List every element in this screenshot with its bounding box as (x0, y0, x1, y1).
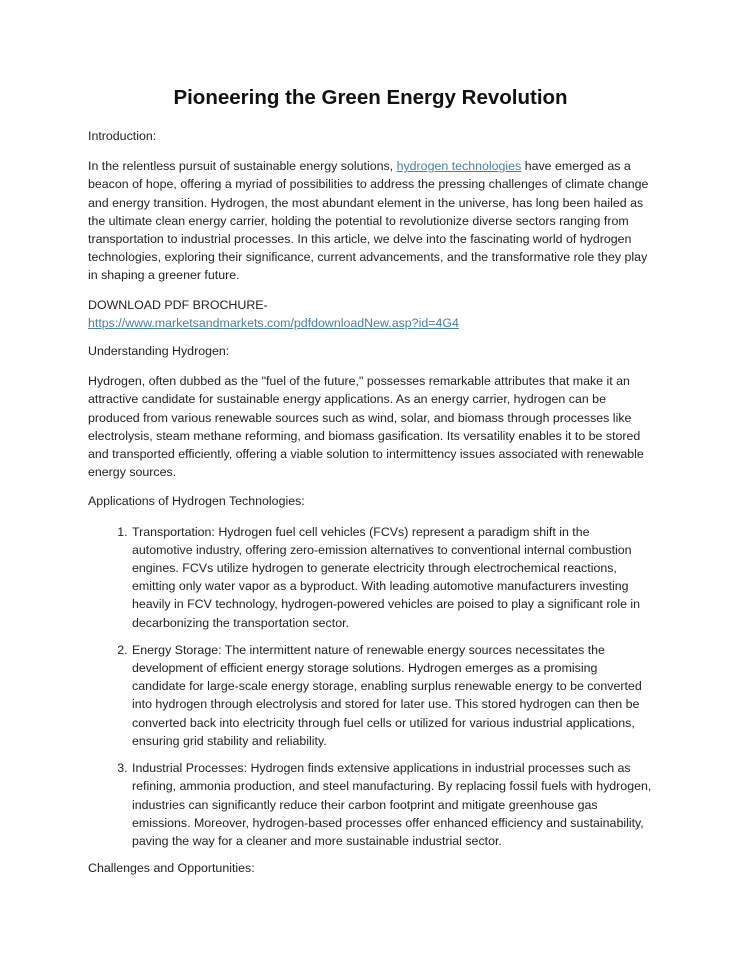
list-item: 3. Industrial Processes: Hydrogen finds extensive applications in industrial processes such as refining, ammonia production, and steel manufacturing. By replacing fossil fuels with hydrogen, industries can significantly reduce their carbon footprint and mitigate greenhouse gas emissions. Moreover, hydrogen-based processes offer enhanced efficiency and sustainability, paving the way for a cleaner and more sustainable industrial sector. (131, 759, 653, 850)
download-block (88, 296, 653, 332)
understanding-heading: Understanding Hydrogen: (88, 344, 230, 359)
download-label: DOWNLOAD PDF BROCHURE- (88, 297, 268, 312)
intro-heading: Introduction: (88, 129, 157, 143)
intro-text-before: In the relentless pursuit of sustainable energy solutions, (88, 159, 397, 174)
understanding-paragraph: Hydrogen, often dubbed as the "fuel of the future," possesses remarkable attributes that make it an attractive candidate for sustainable energy applications. As an energy carrier, hydrogen can be produced from various renewable sources such as wind, solar, and biomass through processes like electrolysis, steam methane reforming, and biomass gasification. Its versatility enables it to be stored and transported efficiently, offering a viable solution to intermittency issues associated with renewable energy sources. (88, 374, 644, 480)
page-title: Pioneering the Green Energy Revolution (173, 86, 568, 109)
applications-heading: Applications of Hydrogen Technologies: (88, 494, 305, 509)
applications-list (88, 523, 653, 850)
challenges-heading: Challenges and Opportunities: (88, 861, 255, 876)
intro-text-after: have emerged as a beacon of hope, offering a myriad of possibilities to address the pressing challenges of climate change and energy transition. Hydrogen, the most abundant element in the universe, has long been hailed as the ultimate clean energy carrier, holding the potential to revolutionize diverse sectors ranging from transportation to industrial processes. In this article, we delve into the fascinating world of hydrogen technologies, exploring their significance, current advancements, and the transformative role they play in shaping a greener future. (88, 159, 649, 283)
brochure-link[interactable]: https://www.marketsandmarkets.com/pdfdownloadNew.asp?id=4G4 (88, 315, 459, 330)
hydrogen-technologies-link[interactable]: hydrogen technologies (396, 159, 522, 174)
list-item: 1. Transportation: Hydrogen fuel cell vehicles (FCVs) represent a paradigm shift in the automotive industry, offering zero-emission alternatives to conventional internal combustion engines. FCVs utilize hydrogen to generate electricity through electrochemical reactions, emitting only water vapor as a byproduct. With leading automotive manufacturers investing heavily in FCV technology, hydrogen-powered vehicles are poised to play a significant role in decarbonizing the transportation sector. (131, 523, 653, 632)
list-item: 2. Energy Storage: The intermittent nature of renewable energy sources necessitates the development of efficient energy storage solutions. Hydrogen emerges as a promising candidate for large-scale energy storage, enabling surplus renewable energy to be converted into hydrogen through electrolysis and stored for later use. This stored hydrogen can then be converted back into electricity through fuel cells or utilized for various industrial applications, ensuring grid stability and reliability. (131, 641, 653, 750)
intro-paragraph (88, 157, 653, 284)
